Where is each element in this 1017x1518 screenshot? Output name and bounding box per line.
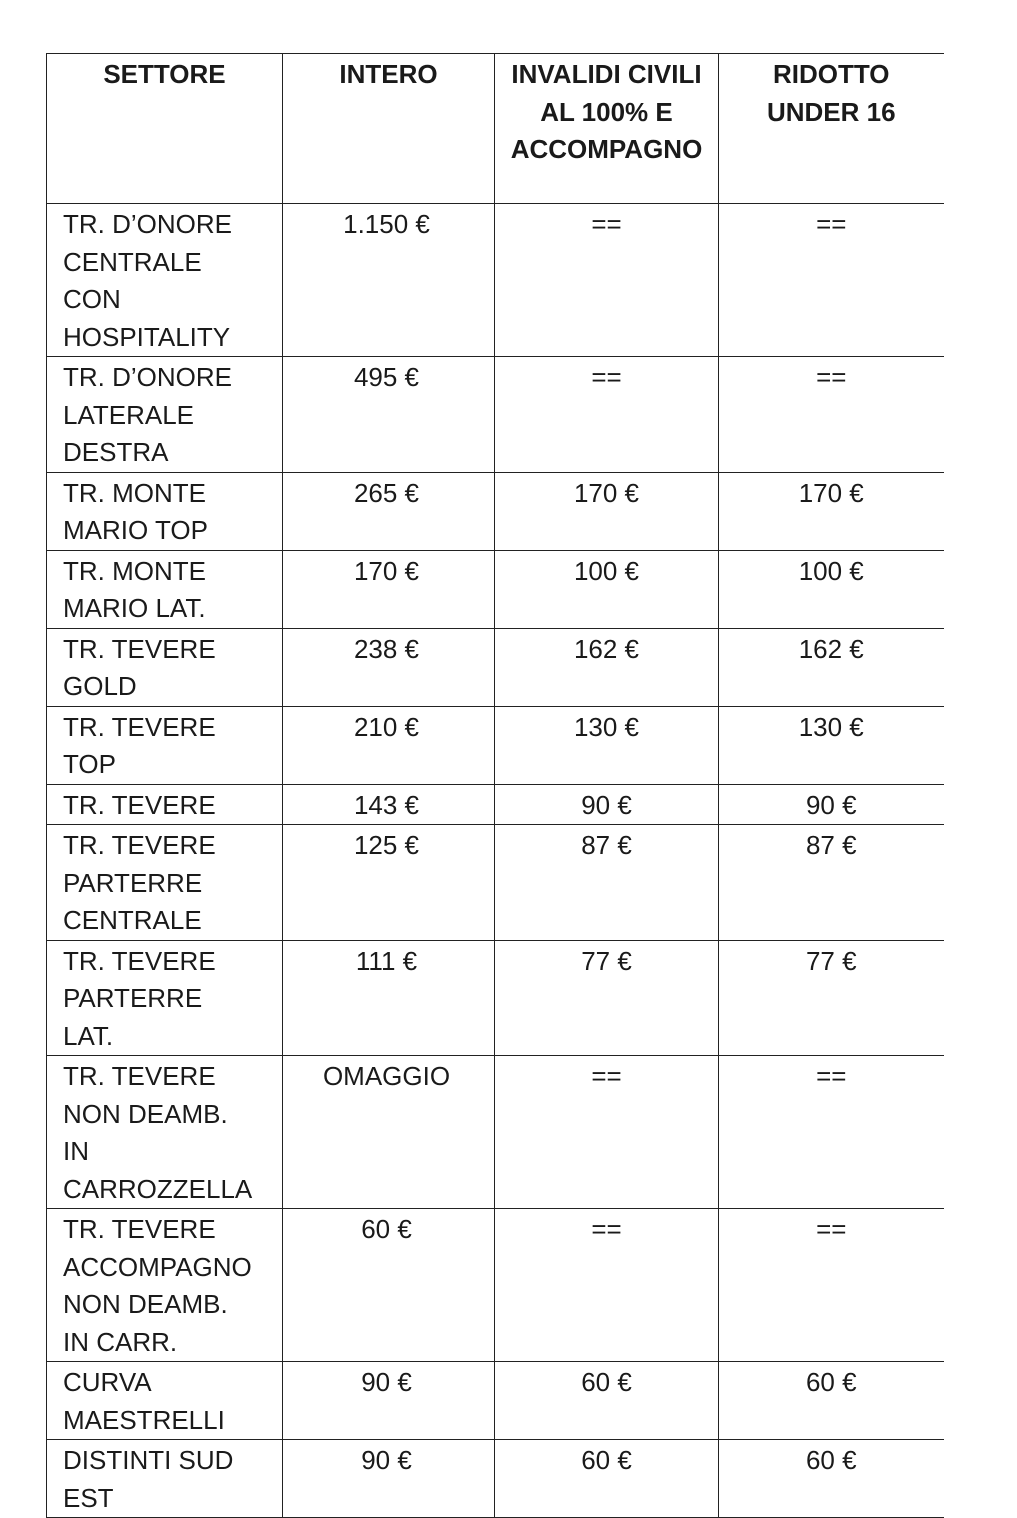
sector-cell: TR. TEVERE: [47, 784, 283, 825]
ridotto-cell: 60 €: [719, 1362, 944, 1440]
intero-cell: 495 €: [283, 357, 495, 473]
invalidi-cell: 60 €: [495, 1362, 719, 1440]
intero-cell: OMAGGIO: [283, 1056, 495, 1209]
header-ridotto: RIDOTTO UNDER 16: [719, 54, 944, 204]
sector-cell: TR. TEVERE TOP: [47, 706, 283, 784]
table-row: [47, 706, 944, 784]
ridotto-cell: ==: [719, 1209, 944, 1362]
table-header-row: [47, 54, 944, 204]
ridotto-cell: 77 €: [719, 940, 944, 1056]
table-row: [47, 1362, 944, 1440]
intero-cell: 111 €: [283, 940, 495, 1056]
ridotto-cell: ==: [719, 204, 944, 357]
sector-cell: TR. MONTE MARIO LAT.: [47, 550, 283, 628]
ridotto-cell: 90 €: [719, 784, 944, 825]
invalidi-cell: 130 €: [495, 706, 719, 784]
ridotto-cell: ==: [719, 1056, 944, 1209]
table-row: [47, 1440, 944, 1518]
table-row: [47, 1209, 944, 1362]
ridotto-cell: 162 €: [719, 628, 944, 706]
invalidi-cell: ==: [495, 1056, 719, 1209]
sector-cell: CURVA MAESTRELLI: [47, 1362, 283, 1440]
invalidi-cell: 87 €: [495, 825, 719, 941]
invalidi-cell: ==: [495, 204, 719, 357]
invalidi-cell: 170 €: [495, 472, 719, 550]
sector-cell: TR. TEVERE GOLD: [47, 628, 283, 706]
table-row: [47, 940, 944, 1056]
header-invalidi: INVALIDI CIVILI AL 100% E ACCOMPAGNO: [495, 54, 719, 204]
sector-cell: TR. TEVERE ACCOMPAGNO NON DEAMB. IN CARR.: [47, 1209, 283, 1362]
table-row: [47, 825, 944, 941]
intero-cell: 238 €: [283, 628, 495, 706]
ridotto-cell: 170 €: [719, 472, 944, 550]
invalidi-cell: 60 €: [495, 1440, 719, 1518]
invalidi-cell: 77 €: [495, 940, 719, 1056]
header-settore: SETTORE: [47, 54, 283, 204]
intero-cell: 90 €: [283, 1440, 495, 1518]
sector-cell: TR. TEVERE PARTERRE LAT.: [47, 940, 283, 1056]
sector-cell: DISTINTI SUD EST: [47, 1440, 283, 1518]
table-row: [47, 357, 944, 473]
table-row: [47, 204, 944, 357]
sector-cell: TR. TEVERE NON DEAMB. IN CARROZZELLA: [47, 1056, 283, 1209]
ridotto-cell: 60 €: [719, 1440, 944, 1518]
intero-cell: 1.150 €: [283, 204, 495, 357]
invalidi-cell: ==: [495, 357, 719, 473]
table-row: [47, 784, 944, 825]
intero-cell: 265 €: [283, 472, 495, 550]
sector-cell: TR. MONTE MARIO TOP: [47, 472, 283, 550]
ridotto-cell: 100 €: [719, 550, 944, 628]
sector-cell: TR. TEVERE PARTERRE CENTRALE: [47, 825, 283, 941]
intero-cell: 90 €: [283, 1362, 495, 1440]
invalidi-cell: 100 €: [495, 550, 719, 628]
table-row: [47, 550, 944, 628]
intero-cell: 60 €: [283, 1209, 495, 1362]
intero-cell: 170 €: [283, 550, 495, 628]
sector-cell: TR. D’ONORE LATERALE DESTRA: [47, 357, 283, 473]
ridotto-cell: ==: [719, 357, 944, 473]
header-intero: INTERO: [283, 54, 495, 204]
invalidi-cell: 90 €: [495, 784, 719, 825]
invalidi-cell: 162 €: [495, 628, 719, 706]
sector-cell: TR. D’ONORE CENTRALE CON HOSPITALITY: [47, 204, 283, 357]
table-row: [47, 1056, 944, 1209]
intero-cell: 125 €: [283, 825, 495, 941]
intero-cell: 210 €: [283, 706, 495, 784]
table-row: [47, 472, 944, 550]
table-row: [47, 628, 944, 706]
ridotto-cell: 130 €: [719, 706, 944, 784]
ridotto-cell: 87 €: [719, 825, 944, 941]
intero-cell: 143 €: [283, 784, 495, 825]
price-table: [46, 53, 944, 1518]
invalidi-cell: ==: [495, 1209, 719, 1362]
